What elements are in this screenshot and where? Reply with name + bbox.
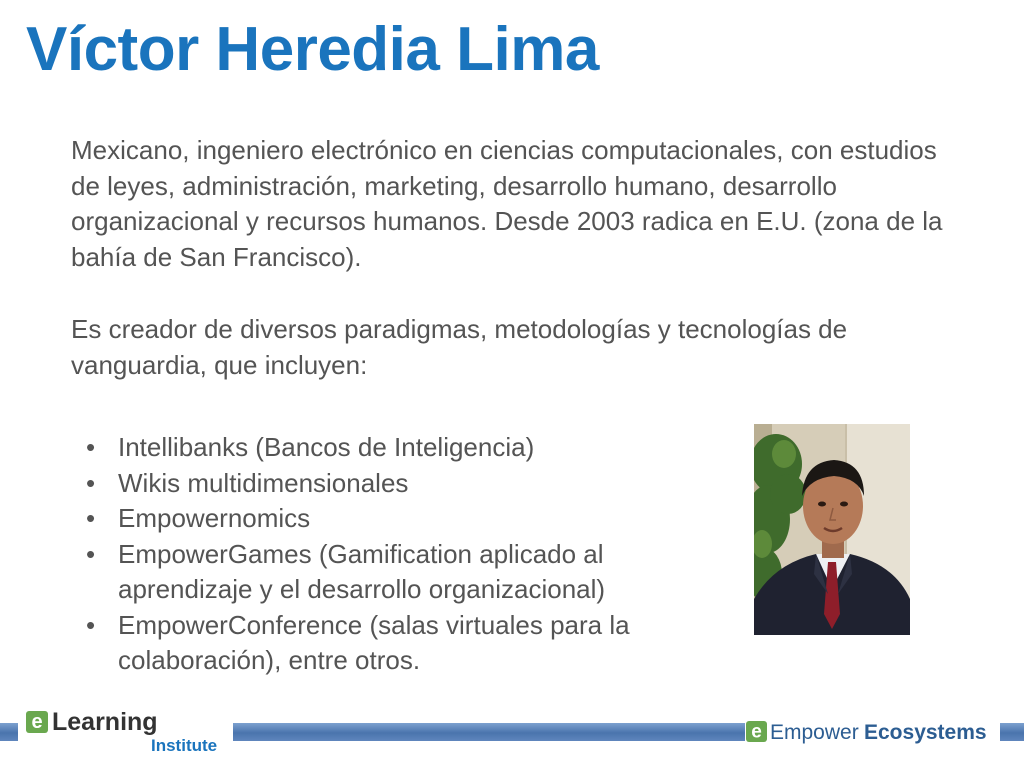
list-item bbox=[86, 608, 726, 679]
empower-ecosystems-logo bbox=[746, 717, 1000, 747]
elearning-badge-letter: e bbox=[31, 711, 43, 733]
list-item-text: EmpowerGames (Gamification aplicado al aprendizaje y el desarrollo organizacional) bbox=[118, 538, 606, 604]
footer-bar bbox=[0, 723, 18, 741]
portrait-photo bbox=[754, 424, 910, 635]
elearning-logo-graphic bbox=[26, 709, 226, 761]
empower-logo-graphic bbox=[746, 717, 1000, 747]
list-item bbox=[86, 430, 726, 466]
innovations-list bbox=[86, 430, 726, 679]
footer-bar bbox=[233, 723, 745, 741]
elearning-word: Learning bbox=[52, 709, 158, 736]
list-item-text: Empowernomics bbox=[118, 503, 311, 533]
bullet-icon: • bbox=[86, 432, 96, 462]
portrait-illustration bbox=[754, 424, 910, 635]
list-item-text: EmpowerConference (salas virtuales para la colaboración), entre otros. bbox=[118, 609, 630, 675]
ecosystems-word: Ecosystems bbox=[864, 721, 987, 744]
empower-word: Empower bbox=[770, 721, 859, 744]
bullet-icon: • bbox=[86, 503, 96, 533]
list-item-text: Wikis multidimensionales bbox=[118, 467, 409, 498]
empower-badge-letter: e bbox=[751, 721, 762, 743]
list-item bbox=[86, 537, 726, 608]
bio-paragraph: Mexicano, ingeniero electrónico en ciencias computacionales, con estudios de leyes, administración, marketing, desarrollo humano, desarrollo organizacional y recursos humanos. Desde 2003 radica en E.U. (zona de la bahía de San Francisco). bbox=[71, 135, 943, 272]
slide-title: Víctor Heredia Lima bbox=[26, 15, 599, 84]
bullet-icon: • bbox=[86, 538, 96, 569]
list-item bbox=[86, 466, 726, 502]
elearning-institute-logo bbox=[26, 709, 226, 761]
bullet-icon: • bbox=[86, 609, 96, 640]
list-item-text: Intellibanks (Bancos de Inteligencia) bbox=[118, 432, 535, 462]
footer-bar bbox=[1000, 723, 1024, 741]
bullet-icon: • bbox=[86, 467, 96, 498]
list-item bbox=[86, 501, 726, 537]
creator-paragraph: Es creador de diversos paradigmas, metodologías y tecnologías de vanguardia, que incluyen: bbox=[71, 314, 848, 380]
elearning-sub: Institute bbox=[151, 736, 218, 755]
